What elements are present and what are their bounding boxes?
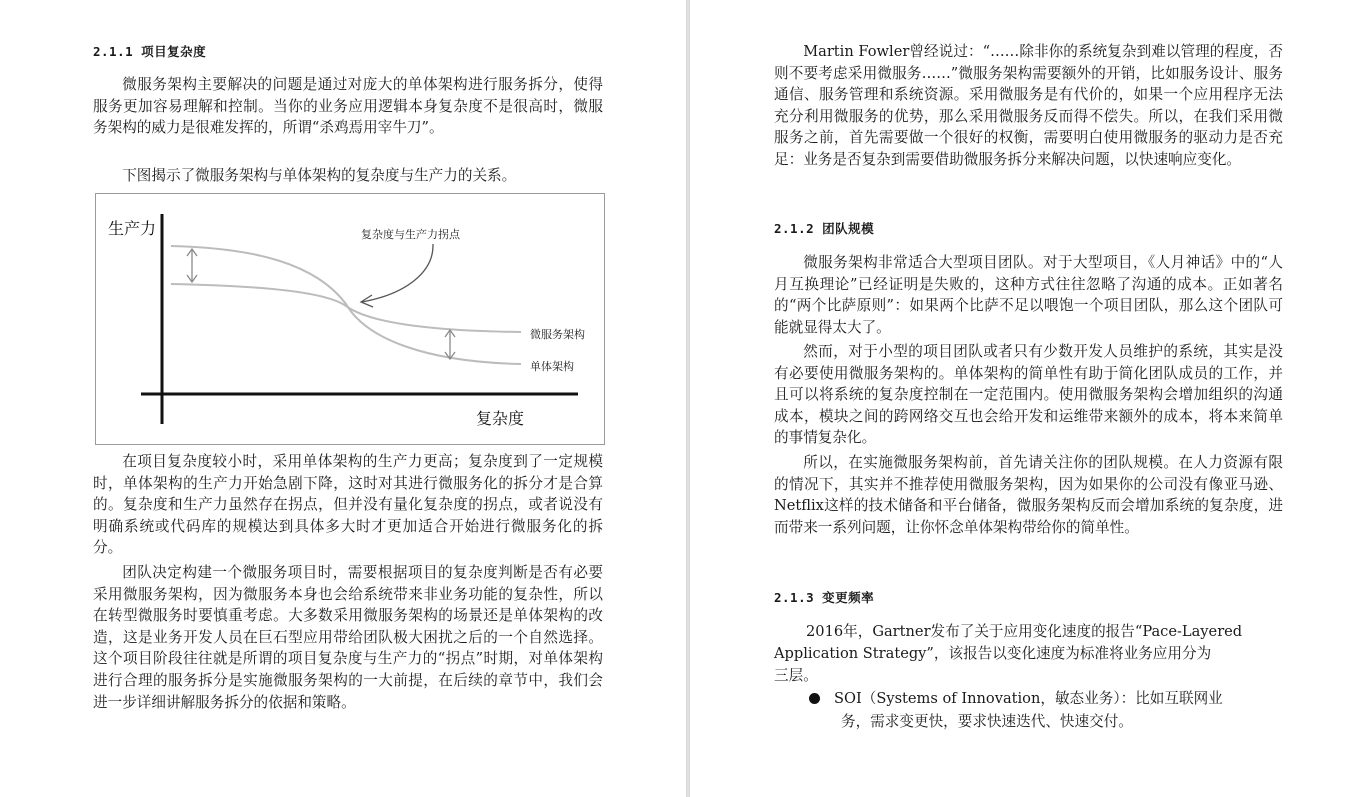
paragraph-line: 三层。 — [774, 667, 818, 684]
paragraph: 所以，在实施微服务架构前，首先请关注你的团队规模。在人力资源有限的情况下，其实并不推荐使用微服务架构，因为如果你的公司没有像亚马逊、Netflix这样的技术储备和平台储备，微服务架构反而会增加系统的复杂度，进而带来一系列问题，让你怀念单体架构带给你的简单性。 — [774, 454, 1283, 536]
paragraph: 在项目复杂度较小时，采用单体架构的生产力更高；复杂度到了一定规模时，单体架构的生产力开始急剧下降，这时对其进行微服务化的拆分才是合算的。复杂度和生产力虽然存在拐点，但并没有量化复杂度的拐点，或者说没有明确系统或代码库的规模达到具体多大时才更加适合开始进行微服务化的拆分。 — [93, 453, 603, 557]
paragraph: Martin Fowler曾经说过：“……除非你的系统复杂到难以管理的程度，否则不要考虑采用微服务……”微服务架构需要额外的开销，比如服务设计、服务通信、服务管理和系统资源。采用微服务是有代价的，如果一个应用程序无法充分利用微服务的优势，那么采用微服务反而得不偿失。所以，在我们采用微服务之前，首先需要做一个很好的权衡，需要明白使用微服务的驱动力是否充足：业务是否复杂到需要借助微服务拆分来解决问题，以快速响应变化。 — [774, 43, 1283, 168]
figure-canvas — [96, 194, 606, 446]
section-heading-change-frequency: 2.1.3 变更频率 — [774, 590, 875, 605]
figure-intro-paragraph: 下图揭示了微服务架构与单体架构的复杂度与生产力的关系。 — [122, 167, 517, 184]
legend-monolith: 单体架构 — [530, 360, 574, 373]
legend-microservice: 微服务架构 — [530, 328, 585, 341]
paragraph-line: Application Strategy”，该报告以变化速度为标准将业务应用分为 — [774, 645, 1212, 662]
inflection-annotation: 复杂度与生产力拐点 — [361, 228, 460, 241]
productivity-gap-arrow — [187, 249, 197, 282]
productivity-gap-arrow-right — [445, 330, 455, 359]
x-axis-label: 复杂度 — [476, 409, 525, 428]
inflection-pointer — [362, 244, 433, 302]
microservice-curve — [171, 284, 521, 332]
section-heading-team-size: 2.1.2 团队规模 — [774, 221, 875, 236]
paragraph: 微服务架构主要解决的问题是通过对庞大的单体架构进行服务拆分，使得服务更加容易理解和控制。当你的业务应用逻辑本身复杂度不是很高时，微服务架构的威力是很难发挥的，所谓“杀鸡焉用宰牛刀”。 — [93, 76, 603, 137]
y-axis-label: 生产力 — [108, 219, 157, 238]
paragraph: 微服务架构非常适合大型项目团队。对于大型项目，《人月神话》中的“人月互换理论”已经证明是失败的，这种方式往往忽略了沟通的成本。正如著名的“两个比萨原则”：如果两个比萨不足以喂饱一个项目团队，那么这个团队可能就显得太大了。 — [774, 254, 1283, 336]
bullet-item-line: 务，需求变更快，要求快速迭代、快速交付。 — [841, 713, 1133, 730]
bullet-item-line: SOI（Systems of Innovation，敏态业务）：比如互联网业 — [834, 690, 1223, 707]
complexity-productivity-figure — [95, 193, 605, 445]
paragraph: 团队决定构建一个微服务项目时，需要根据项目的复杂度判断是否有必要采用微服务架构，因为微服务本身也会给系统带来非业务功能的复杂性，所以在转型微服务时要慎重考虑。大多数采用微服务架构的场景还是单体架构的改造，这是业务开发人员在巨石型应用带给团队极大困扰之后的一个自然选择。这个项目阶段往往就是所谓的项目复杂度与生产力的“拐点”时期，对单体架构进行合理的服务拆分是实施微服务架构的一大前提，在后续的章节中，我们会进一步详细讲解服务拆分的依据和策略。 — [93, 564, 603, 711]
paragraph: 然而，对于小型的项目团队或者只有少数开发人员维护的系统，其实是没有必要使用微服务架构的。单体架构的简单性有助于简化团队成员的工作，并且可以将系统的复杂度控制在一定范围内。使用微服务架构会增加组织的沟通成本，模块之间的跨网络交互也会给开发和运维带来额外的成本，将本来简单的事情复杂化。 — [774, 343, 1283, 447]
bullet-icon — [809, 693, 820, 704]
section-heading-complexity: 2.1.1 项目复杂度 — [93, 44, 207, 59]
paragraph-line: 2016年，Gartner发布了关于应用变化速度的报告“Pace-Layered — [806, 623, 1243, 640]
